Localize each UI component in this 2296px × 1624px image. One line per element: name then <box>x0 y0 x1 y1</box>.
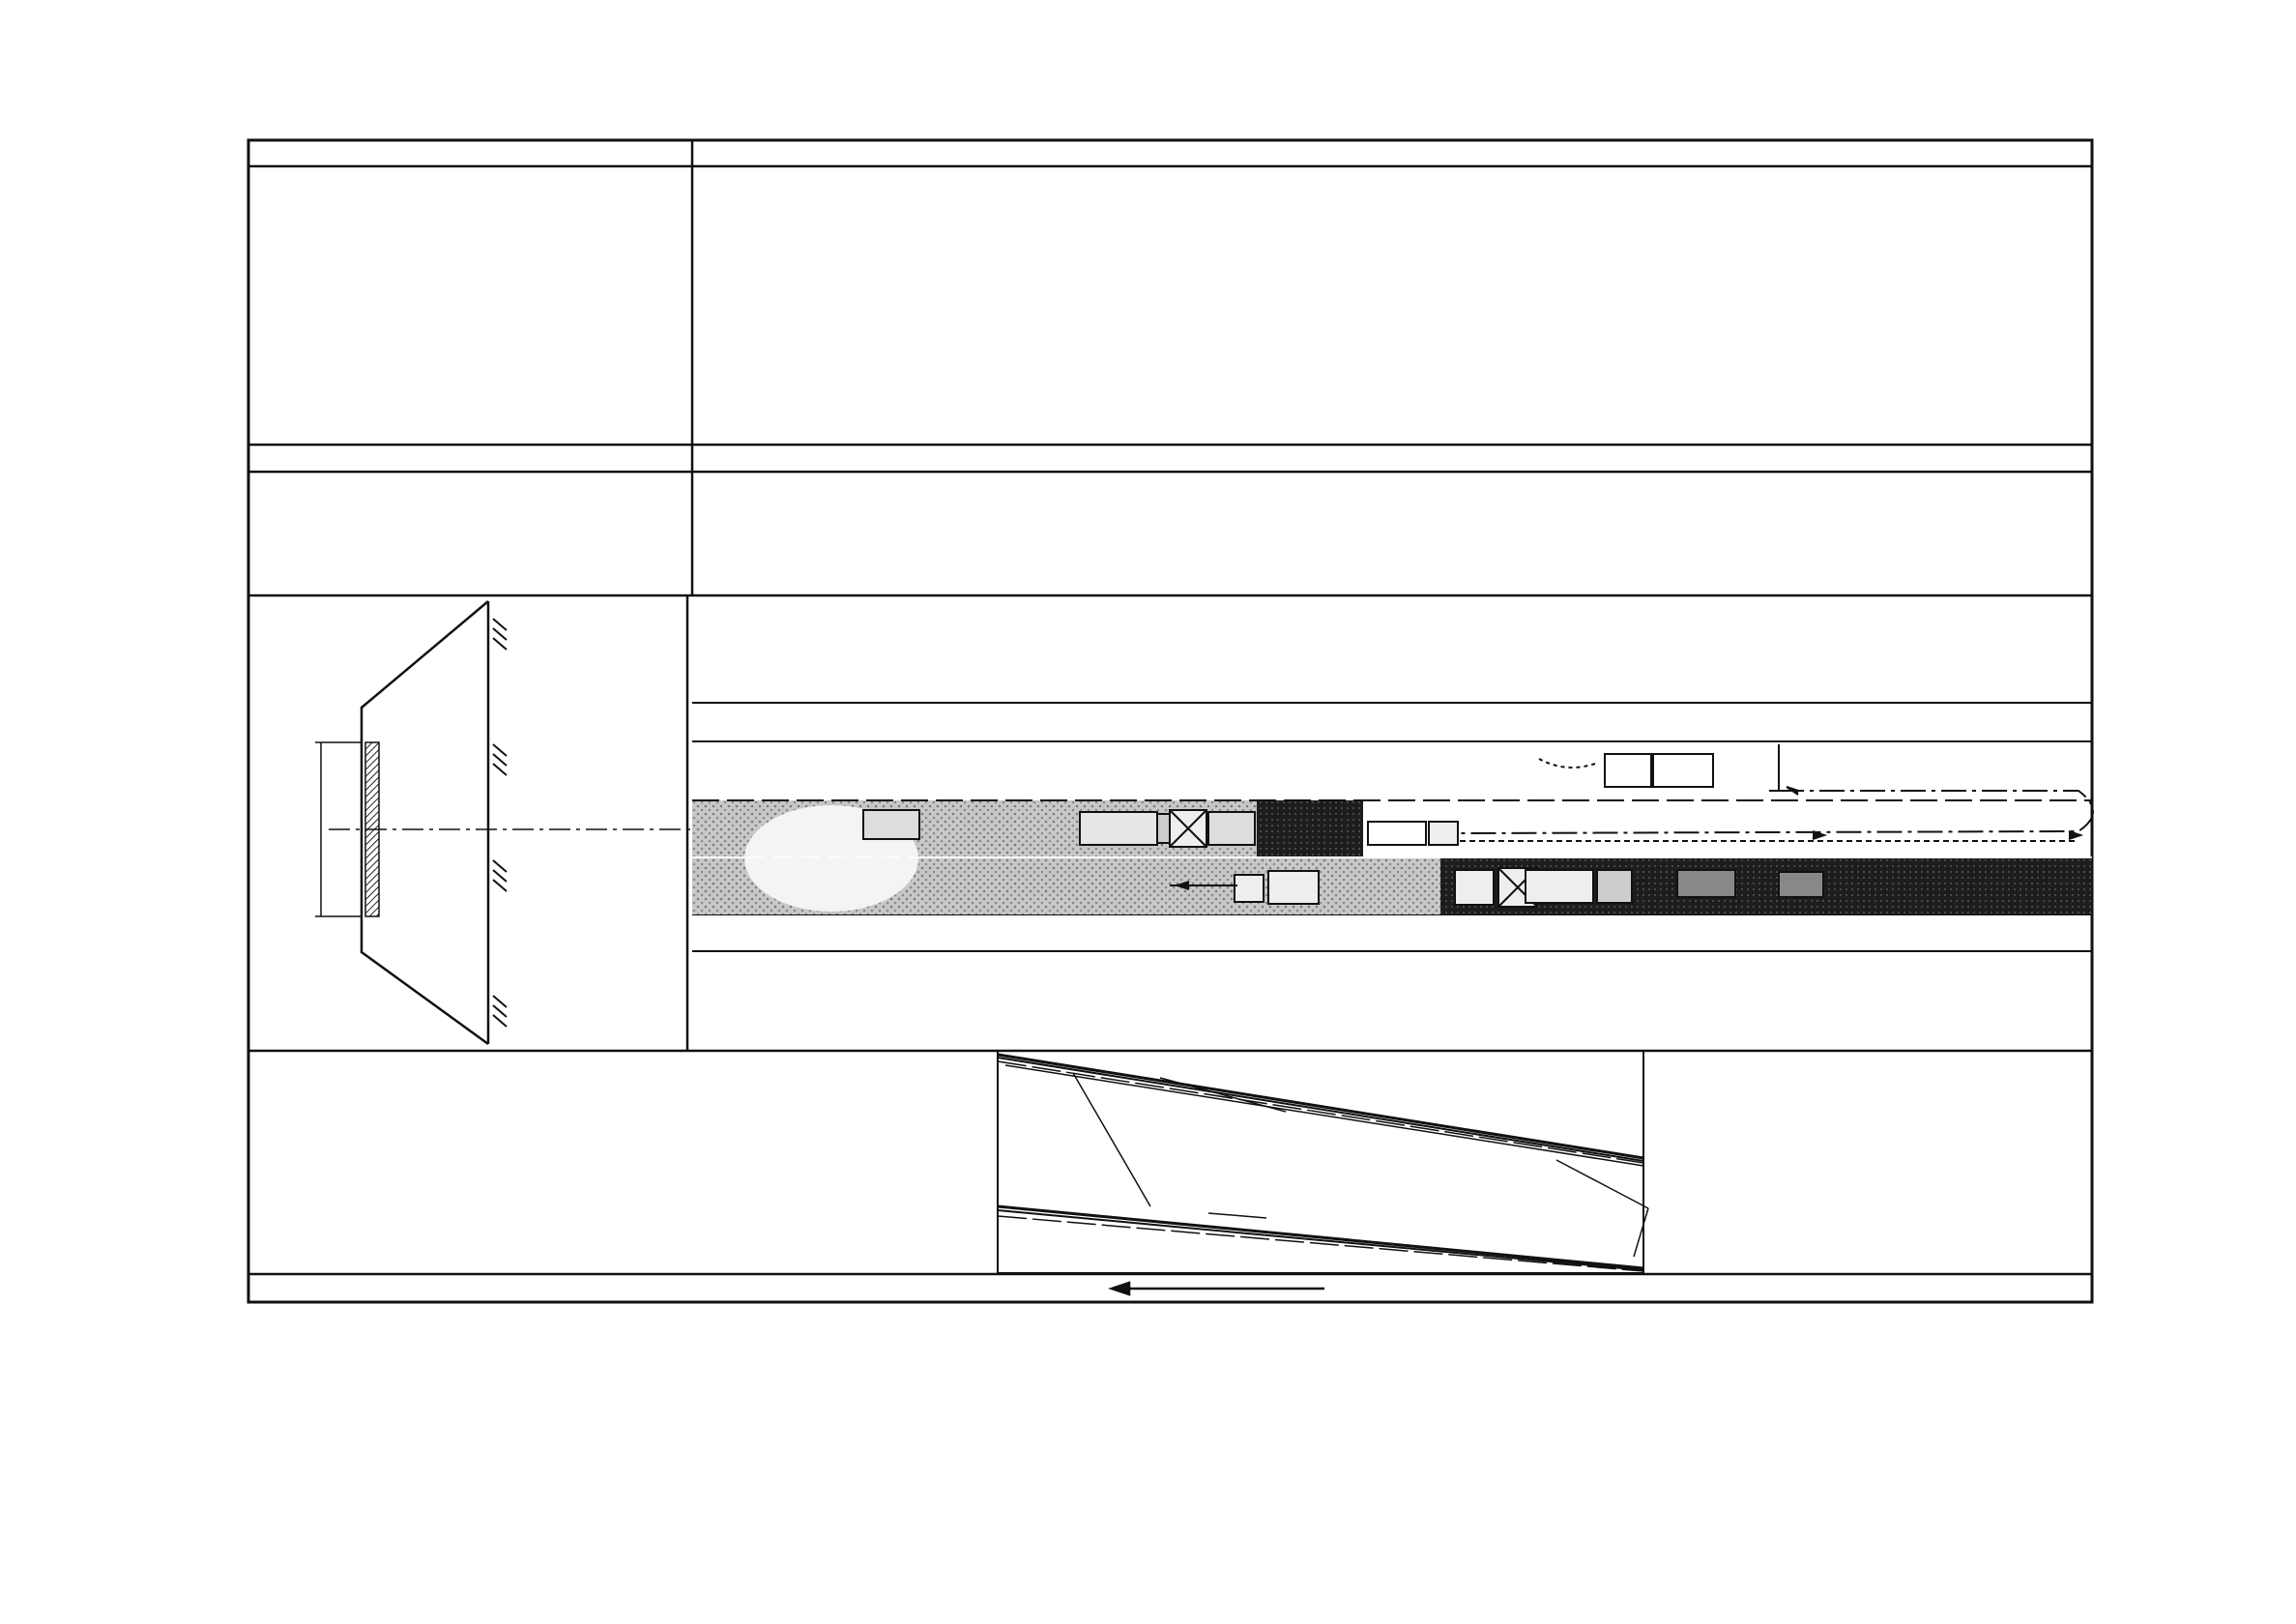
road-plan <box>692 703 2093 951</box>
table-grid <box>248 140 2092 1302</box>
truck-top <box>1539 754 1713 787</box>
cross-section <box>315 601 692 1044</box>
page-number <box>37 1305 133 1363</box>
schedule-chart <box>998 1051 1648 1273</box>
lane-upper-dark <box>1257 800 1363 856</box>
embankment-hatch <box>493 619 507 1027</box>
flow-arrow-icon <box>1112 1283 1324 1294</box>
schedule-lines <box>998 1055 1648 1271</box>
